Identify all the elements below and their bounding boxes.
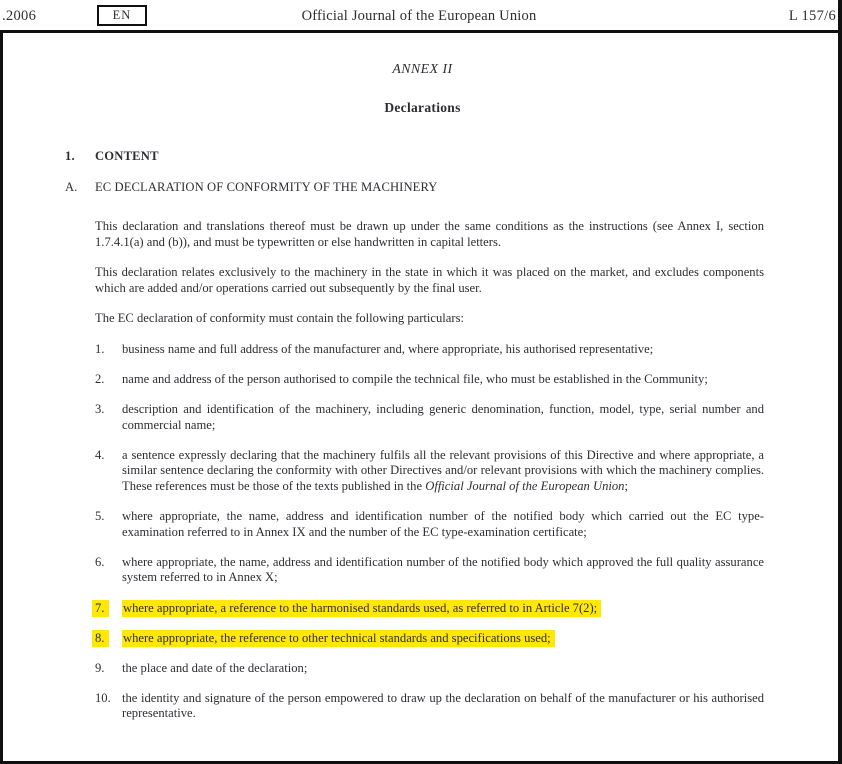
list-item xyxy=(95,372,764,388)
highlight-marker: where appropriate, the reference to other technical standards and specifications used; xyxy=(122,630,555,647)
list-item xyxy=(95,555,764,586)
section-label: CONTENT xyxy=(95,149,159,163)
list-item-number: 7. xyxy=(95,601,122,617)
list-item xyxy=(95,342,764,358)
section-a-heading xyxy=(3,180,842,196)
page-reference: L 157/6 xyxy=(788,8,836,24)
header-date: .2006 xyxy=(2,8,37,24)
list-item-text xyxy=(122,601,764,617)
page-header xyxy=(0,0,838,33)
particulars-list xyxy=(95,342,764,722)
text-column xyxy=(95,219,764,722)
list-item-number: 5. xyxy=(95,509,105,524)
list-item-highlighted xyxy=(95,601,764,617)
list-item-text: where appropriate, the name, address and identification number of the notified body which carried out the EC type-examination referred to in Annex IX and the number of the EC type-examination certificate; xyxy=(122,509,764,539)
list-item-highlighted xyxy=(95,631,764,647)
list-item xyxy=(95,661,764,677)
paragraph: This declaration relates exclusively to the machinery in the state in which it was placed on the market, and excludes components which are added and/or operations carried out subsequently by the final user. xyxy=(95,265,764,295)
list-item-number: 3. xyxy=(95,402,105,417)
highlight-marker: where appropriate, a reference to the harmonised standards used, as referred to in Article 7(2); xyxy=(122,600,601,617)
section-letter: A. xyxy=(65,179,78,194)
annex-title: ANNEX II xyxy=(392,61,453,76)
list-item-text: a sentence expressly declaring that the machinery fulfils all the relevant provisions of this Directive and where appropriate, a similar sentence declaring the conformity with other Directives and/or relevant provisions with which the machinery complies. These references must be those of the texts published in the Official Journal of the European Union; xyxy=(122,447,764,494)
list-item-number: 2. xyxy=(95,372,105,387)
list-item xyxy=(95,691,764,722)
list-item-number: 4. xyxy=(95,447,105,462)
list-item-text: description and identification of the machinery, including generic denomination, function, model, type, serial number and commercial name; xyxy=(122,402,764,432)
list-item-number: 6. xyxy=(95,554,105,569)
page-body xyxy=(0,33,842,764)
list-item-text: business name and full address of the manufacturer and, where appropriate, his authorised representative; xyxy=(122,341,654,356)
list-item-text: where appropriate, the name, address and identification number of the notified body which approved the full quality assurance system referred to in Annex X; xyxy=(122,554,764,585)
paragraph: The EC declaration of conformity must contain the following particulars: xyxy=(95,311,464,326)
list-item-number: 10. xyxy=(95,690,111,705)
list-item-text: the identity and signature of the person empowered to draw up the declaration on behalf of the manufacturer or his authorised representative. xyxy=(122,690,764,721)
list-item-number: 8. xyxy=(95,631,122,647)
list-item-number: 9. xyxy=(95,660,105,675)
section-content-heading xyxy=(3,149,842,165)
list-item xyxy=(95,448,764,495)
annex-subtitle: Declarations xyxy=(384,100,461,115)
list-item-number: 1. xyxy=(95,341,105,356)
list-item-text xyxy=(122,631,764,647)
italic-citation: Official Journal of the European Union xyxy=(425,479,625,494)
list-item-text: the place and date of the declaration; xyxy=(122,660,308,675)
journal-title: Official Journal of the European Union xyxy=(301,8,537,24)
section-a-label: EC DECLARATION OF CONFORMITY OF THE MACHINERY xyxy=(95,179,438,194)
section-number: 1. xyxy=(65,149,75,163)
paragraph: This declaration and translations thereof must be drawn up under the same conditions as the instructions (see Annex I, section 1.7.4.1(a) and (b)), and must be typewritten or else handwritten in capital letters. xyxy=(95,219,764,249)
list-item-text: name and address of the person authorised to compile the technical file, who must be established in the Community; xyxy=(122,372,708,387)
list-item xyxy=(95,402,764,433)
language-badge: EN xyxy=(97,5,147,26)
list-item xyxy=(95,509,764,540)
